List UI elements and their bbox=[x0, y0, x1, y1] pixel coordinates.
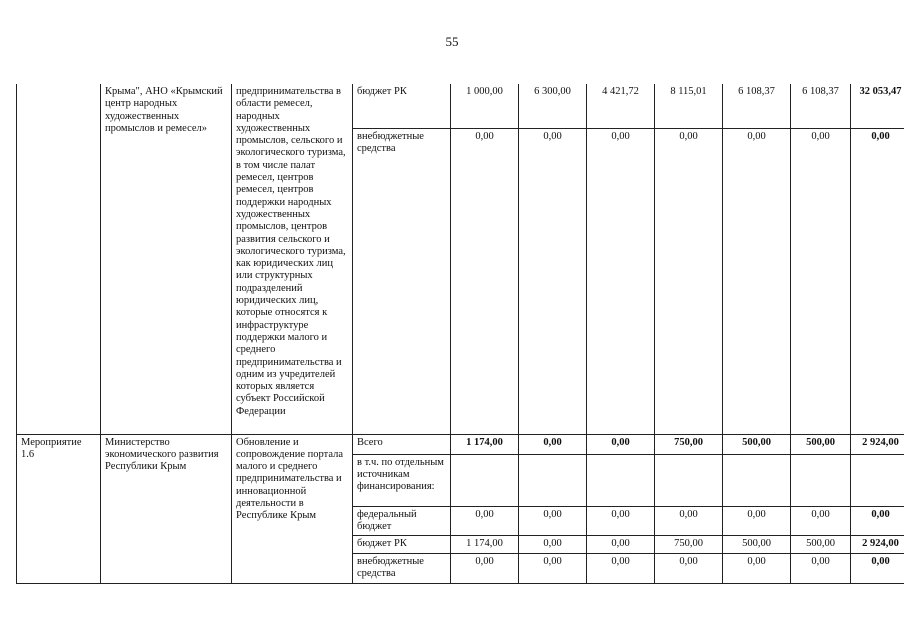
value-cell: 8 115,01 bbox=[655, 84, 723, 128]
source-cell: внебюджетные средства bbox=[353, 554, 451, 584]
value-cell: 6 108,37 bbox=[723, 84, 791, 128]
table-row bbox=[17, 84, 904, 128]
measure-cell: Мероприятие 1.6 bbox=[17, 434, 101, 583]
total-cell: 0,00 bbox=[851, 554, 904, 584]
executor-cell: Министерство экономического развития Республики Крым bbox=[101, 434, 232, 583]
value-cell: 1 174,00 bbox=[451, 536, 519, 554]
value-cell: 0,00 bbox=[791, 554, 851, 584]
value-cell: 0,00 bbox=[519, 554, 587, 584]
value-cell: 0,00 bbox=[451, 506, 519, 536]
value-cell: 0,00 bbox=[723, 128, 791, 434]
value-cell: 0,00 bbox=[655, 554, 723, 584]
value-cell: 6 300,00 bbox=[519, 84, 587, 128]
total-cell: 0,00 bbox=[851, 128, 904, 434]
value-cell: 1 174,00 bbox=[451, 434, 519, 454]
table-row bbox=[17, 434, 904, 454]
value-cell: 0,00 bbox=[587, 536, 655, 554]
value-cell: 0,00 bbox=[519, 434, 587, 454]
funding-table bbox=[16, 84, 904, 584]
source-subheader-cell: в т.ч. по отдельным источникам финансирования: bbox=[353, 454, 451, 506]
value-cell: 0,00 bbox=[451, 554, 519, 584]
value-cell: 750,00 bbox=[655, 536, 723, 554]
total-cell: 2 924,00 bbox=[851, 536, 904, 554]
value-cell: 0,00 bbox=[587, 506, 655, 536]
total-cell: 0,00 bbox=[851, 506, 904, 536]
value-cell: 1 000,00 bbox=[451, 84, 519, 128]
value-cell: 0,00 bbox=[587, 554, 655, 584]
value-cell: 750,00 bbox=[655, 434, 723, 454]
measure-cell bbox=[17, 84, 101, 434]
value-cell: 0,00 bbox=[655, 506, 723, 536]
value-cell: 500,00 bbox=[723, 536, 791, 554]
value-cell: 500,00 bbox=[791, 536, 851, 554]
value-cell: 0,00 bbox=[791, 128, 851, 434]
total-cell: 32 053,47 bbox=[851, 84, 904, 128]
source-cell: Всего bbox=[353, 434, 451, 454]
value-cell: 0,00 bbox=[587, 128, 655, 434]
value-cell: 0,00 bbox=[723, 554, 791, 584]
value-cell: 0,00 bbox=[655, 128, 723, 434]
page-number: 55 bbox=[445, 34, 459, 49]
total-cell: 2 924,00 bbox=[851, 434, 904, 454]
value-cell: 0,00 bbox=[587, 434, 655, 454]
value-cell: 0,00 bbox=[451, 128, 519, 434]
value-cell: 6 108,37 bbox=[791, 84, 851, 128]
source-cell: федеральный бюджет bbox=[353, 506, 451, 536]
value-cell: 500,00 bbox=[723, 434, 791, 454]
value-cell: 0,00 bbox=[791, 506, 851, 536]
description-cell: Обновление и сопровождение портала малого и среднего предпринимательства и инновационной деятельности в Республике Крым bbox=[232, 434, 353, 583]
source-cell: бюджет РК bbox=[353, 84, 451, 128]
value-cell: 0,00 bbox=[519, 536, 587, 554]
value-cell: 0,00 bbox=[519, 128, 587, 434]
value-cell: 4 421,72 bbox=[587, 84, 655, 128]
executor-cell: Крыма", АНО «Крымский центр народных художественных промыслов и ремесел» bbox=[101, 84, 232, 434]
source-cell: внебюджетные средства bbox=[353, 128, 451, 434]
value-cell: 500,00 bbox=[791, 434, 851, 454]
source-cell: бюджет РК bbox=[353, 536, 451, 554]
value-cell: 0,00 bbox=[723, 506, 791, 536]
description-cell: предпринимательства в области ремесел, народных художественных промыслов, сельского и экологического туризма, в том числе палат ремесел, центров ремесел, центров поддержки народных художественных промыслов, центров развития сельского и экологического туризма, как юридических лиц или структурных подразделений юридических лиц, которые относятся к инфраструктуре поддержки малого и среднего предпринимательства и одним из учредителей которых является субъект Российской Федерации bbox=[232, 84, 353, 434]
value-cell: 0,00 bbox=[519, 506, 587, 536]
